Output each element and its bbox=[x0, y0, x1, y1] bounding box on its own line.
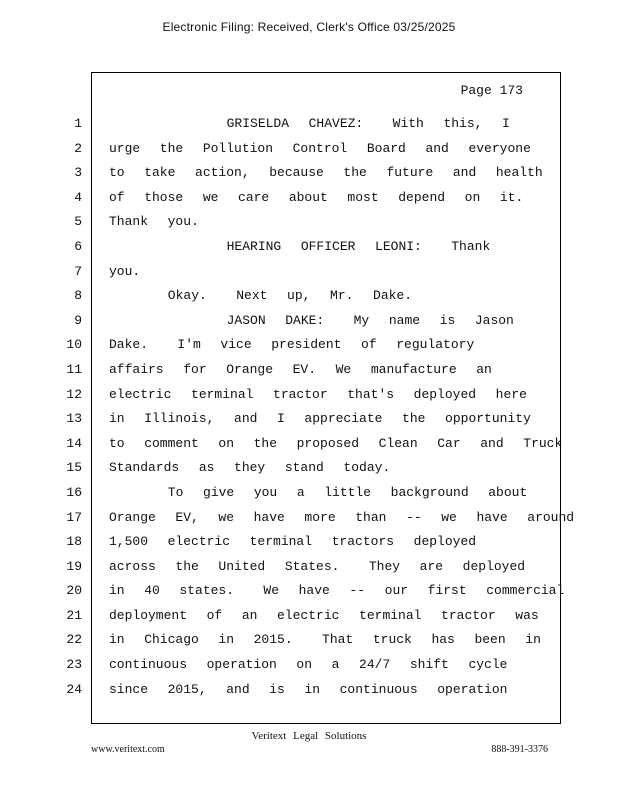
line-number: 1 bbox=[74, 116, 82, 131]
line-number: 9 bbox=[74, 312, 82, 328]
transcript-line: affairs for Orange EV. We manufacture an bbox=[109, 361, 492, 377]
transcript-line: GRISELDA CHAVEZ: With this, I bbox=[109, 116, 510, 131]
transcript-line: Standards as they stand today. bbox=[109, 460, 391, 476]
transcript-line: 1,500 electric terminal tractors deployed bbox=[109, 534, 477, 550]
transcript-line: to comment on the proposed Clean Car and Truck bbox=[109, 435, 563, 451]
transcript-line: HEARING OFFICER LEONI: Thank bbox=[109, 238, 491, 254]
transcript-text bbox=[109, 112, 575, 702]
footer-company: Veritext Legal Solutions bbox=[251, 730, 367, 742]
transcript-line: since 2015, and is in continuous operation bbox=[109, 681, 508, 697]
transcript-line: Okay. Next up, Mr. Dake. bbox=[109, 288, 413, 304]
line-number: 11 bbox=[66, 361, 82, 377]
filing-header: Electronic Filing: Received, Clerk's Office 03/25/2025 bbox=[162, 20, 456, 34]
page-number: Page 173 bbox=[460, 83, 523, 98]
line-number: 13 bbox=[66, 411, 82, 427]
transcript-line: deployment of an electric terminal tractor was bbox=[109, 607, 539, 623]
transcript-line: electric terminal tractor that's deployed here bbox=[109, 386, 527, 402]
transcript-line: To give you a little background about bbox=[109, 484, 528, 500]
transcript-line: across the United States. They are deployed bbox=[109, 558, 526, 574]
line-number: 23 bbox=[66, 657, 82, 673]
transcript-line: Dake. I'm vice president of regulatory bbox=[109, 337, 475, 353]
line-number: 12 bbox=[66, 386, 82, 402]
line-number: 19 bbox=[66, 558, 82, 574]
transcript-line: urge the Pollution Control Board and everyone bbox=[109, 140, 531, 156]
transcript-line: Thank you. bbox=[109, 214, 199, 230]
line-number: 10 bbox=[66, 337, 82, 353]
transcript-line: JASON DAKE: My name is Jason bbox=[109, 312, 514, 328]
line-number-column bbox=[60, 112, 82, 702]
transcript-line: Orange EV, we have more than -- we have around bbox=[109, 509, 575, 525]
line-number: 7 bbox=[74, 263, 82, 279]
line-number: 6 bbox=[74, 238, 82, 254]
line-number: 3 bbox=[74, 165, 82, 181]
line-number: 15 bbox=[66, 460, 82, 476]
line-number: 17 bbox=[66, 509, 82, 525]
line-number: 22 bbox=[66, 632, 82, 648]
line-number: 20 bbox=[66, 583, 82, 599]
transcript-line: you. bbox=[109, 263, 141, 279]
line-number: 5 bbox=[74, 214, 82, 230]
transcript-line: to take action, because the future and health bbox=[109, 165, 543, 181]
line-number: 21 bbox=[66, 607, 82, 623]
line-number: 8 bbox=[74, 288, 82, 304]
transcript-line: in Illinois, and I appreciate the opportunity bbox=[109, 411, 531, 427]
transcript-line: of those we care about most depend on it. bbox=[109, 189, 524, 205]
footer-phone: 888-391-3376 bbox=[491, 744, 548, 755]
footer-website: www.veritext.com bbox=[91, 744, 165, 755]
line-number: 2 bbox=[74, 140, 82, 156]
transcript-line: in 40 states. We have -- our first commercial bbox=[109, 583, 565, 599]
line-number: 16 bbox=[66, 484, 82, 500]
line-number: 24 bbox=[66, 681, 82, 697]
line-number: 4 bbox=[74, 189, 82, 205]
line-number: 14 bbox=[66, 435, 82, 451]
line-number: 18 bbox=[66, 534, 82, 550]
transcript-line: in Chicago in 2015. That truck has been in bbox=[109, 632, 541, 648]
transcript-line: continuous operation on a 24/7 shift cycle bbox=[109, 657, 508, 673]
